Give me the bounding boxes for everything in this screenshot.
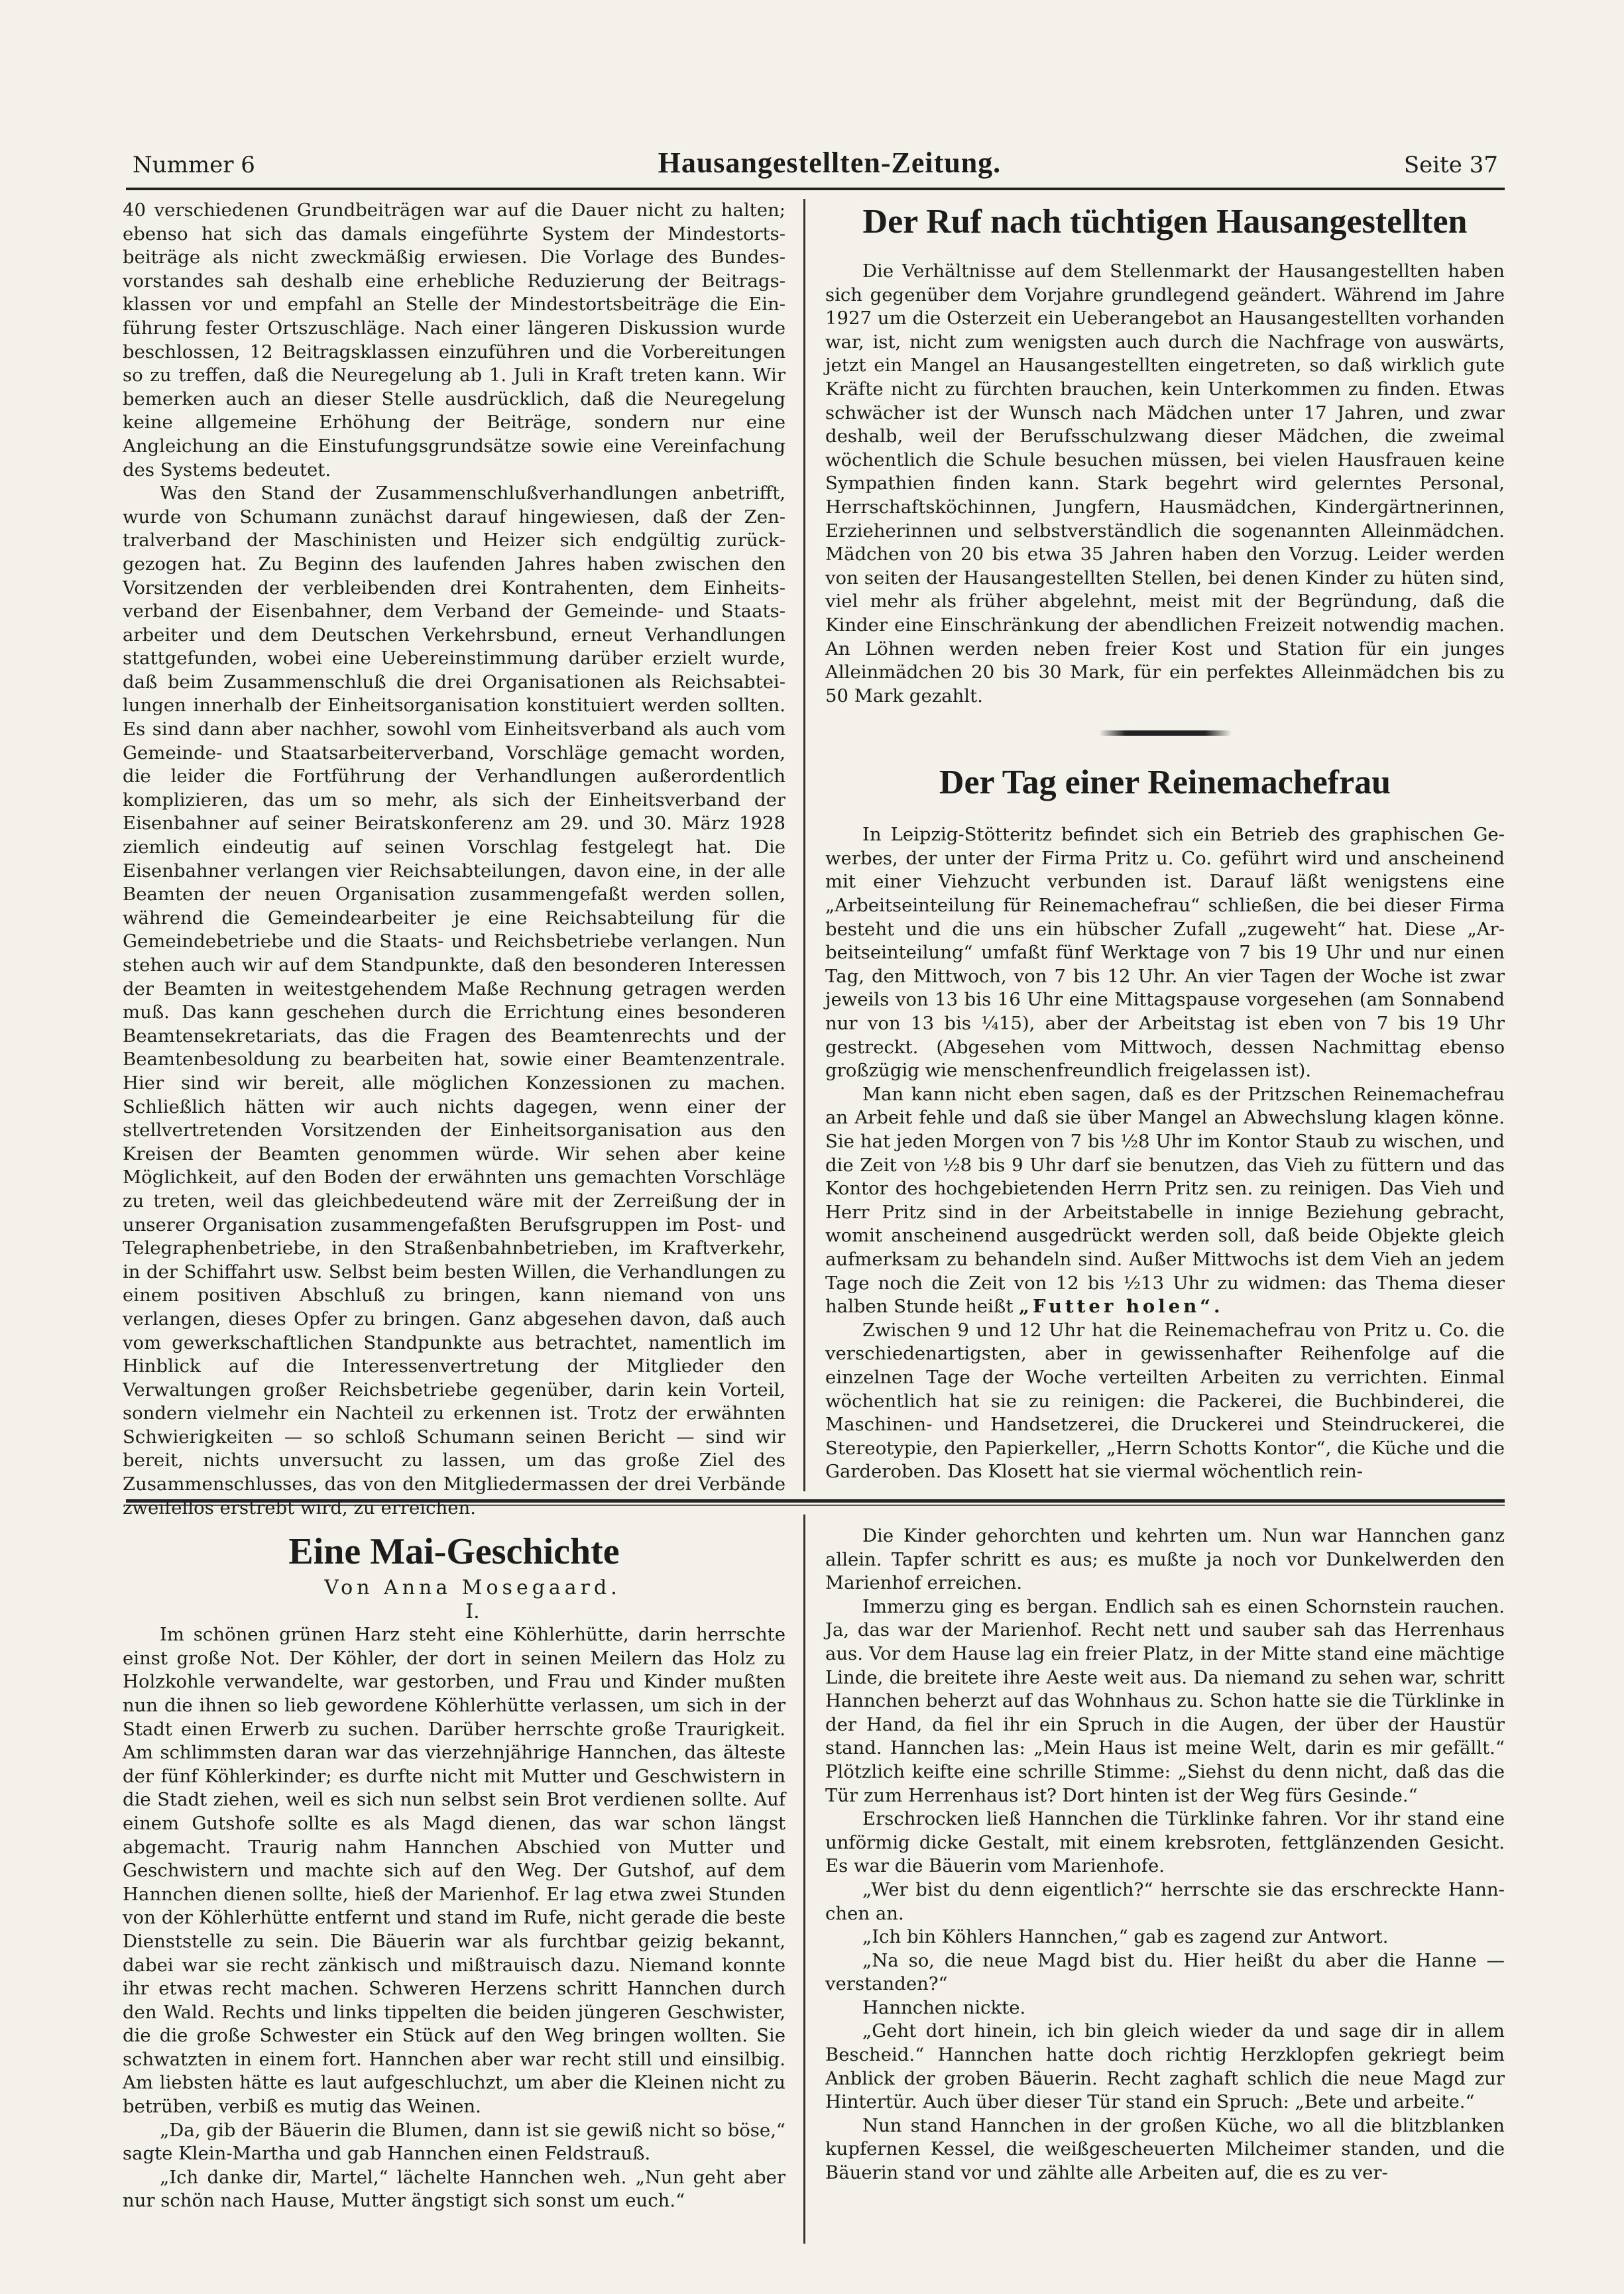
paragraph: Was den Stand der Zusammenschlußverhandlungen anbetrifft, wurde von Schumann zunächst darauf hingewiesen, daß der Zentralverband der Maschinisten und Heizer sich endgültig zurückgezogen hat. Zu Beginn des laufenden Jahres haben zwischen den Vorsitzenden der verbleibenden drei Kontrahenten, dem Einheitsverband der Eisenbahner, dem Verband der Gemeinde- und Staatsarbeiter und dem Deutschen Verkehrsbund, erneut Verhandlungen stattgefunden, wobei eine Uebereinstimmung darüber erzielt wurde, daß beim Zusammenschluß die drei Organisationen als Reichsabteilungen innerhalb der Einheitsorganisation konstituiert werden sollten. Es sind dann aber nachher, sowohl vom Einheitsverband als auch vom Gemeinde- und Staatsarbeiterverband, Vorschläge gemacht worden, die leider die Fortführung der Verhandlungen außerordentlich komplizieren, das um so mehr, als sich der Einheitsverband der Eisenbahner auf seiner Beiratskonferenz am 29. und 30. März 1928 ziemlich eindeutig auf seinen Vorschlag festgelegt hat. Die Eisenbahner verlangen vier Reichsabteilungen, davon eine, in der alle Beamten der neuen Organisation zusammengefaßt werden sollen, während die Gemeindearbeiter je eine Reichsabteilung für die Gemeindebetriebe und die Staats- und Reichsbetriebe verlangen. Nun stehen auch wir auf dem Standpunkte, daß den besonderen Interessen der Beamten in weitestgehendem Maße Rechnung getragen werden muß. Das kann geschehen durch die Errichtung eines besonderen Beamtensekretariats, das die Fragen des Beamtenrechts und der Beamtenbesoldung zu bearbeiten hat, sowie einer Beamtenzentrale. Hier sind wir bereit, alle möglichen Konzessionen zu machen. Schließlich hätten wir auch nichts dagegen, wenn einer der stellvertretenden Vorsitzenden der Einheitsorganisation aus den Kreisen der Beamten genommen würde. Wir sehen aber keine Möglichkeit, auf den Boden der erwähnten uns gemachten Vorschläge zu treten, weil das gleichbedeutend wäre mit der Zerreißung der in unserer Organisation zusammengefaßten Berufsgruppen im Post- und Telegraphenbetriebe, in den Straßenbahnbetrieben, im Kraftverkehr, in der Schiffahrt usw. Selbst beim besten Willen, die Verhandlungen zu einem positiven Abschluß zu bringen, kann niemand von uns verlangen, dieses Opfer zu bringen. Ganz abgesehen davon, daß auch vom gewerkschaftlichen Standpunkte aus betrachtet, namentlich im Hinblick auf die Interessenvertretung der Mitglieder den Verwaltungen großer Reichsbetriebe gegenüber, darin kein Vorteil, sondern vielmehr ein Nachteil zu erkennen ist. Trotz der erwähnten Schwierigkeiten — so schloß Schumann seinen Bericht — sind wir bereit, nichts unversucht zu lassen, um das große Ziel des Zusammenschlusses, das von den Mitgliedermassen der drei Verbände zweifellos erstrebt wird, zu erreichen.: [123, 483, 785, 1519]
issue-number: Nummer 6: [133, 152, 255, 178]
paragraph: In Leipzig-Stötteritz befindet sich ein Betrieb des graphischen Gewerbes, der unter der Firma Pritz u. Co. geführt wird und anscheinend mit einer Viehzucht verbunden ist. Darauf läßt wenigstens eine „Arbeitseinteilung für Reinemachefrau“ schließen, die bei dieser Firma besteht und die uns ein hübscher Zufall „zugeweht“ hat. Diese „Arbeitseinteilung“ umfaßt fünf Werktage von 7 bis 19 Uhr und nur einen Tag, den Mittwoch, von 7 bis 12 Uhr. An vier Tagen der Woche ist zwar jeweils von 13 bis 16 Uhr eine Mittagspause vorgesehen (am Sonnabend nur von 13 bis ¼15), aber der Arbeitstag ist eben von 7 bis 19 Uhr gestreckt. (Abgesehen vom Mittwoch, dessen Nachmittag ebenso großzügig wie menschenfreundlich freigelassen ist).: [825, 824, 1505, 1082]
paragraph: Hannchen nickte.: [862, 1996, 1026, 2018]
paragraph: „Na so, die neue Magd bist du. Hier heißt du aber die Hanne — verstanden?“: [825, 1949, 1505, 1995]
paragraph: „Da, gib der Bäuerin die Blumen, dann ist sie gewiß nicht so böse,“ sagte Klein-Martha und gab Hannchen einen Feldstrauß.: [123, 2119, 785, 2165]
running-head: [133, 146, 1498, 186]
paragraph: Immerzu ging es bergan. Endlich sah es einen Schornstein rauchen. Ja, das war der Marienhof. Recht nett und sauber sah das Herrenhaus aus. Vor dem Hause lag ein freier Platz, in der Mitte stand eine mächtige Linde, die breitete ihre Aeste weit aus. Da niemand zu sehen war, schritt Hannchen beherzt auf das Wohnhaus zu. Schon hatte sie die Türklinke in der Hand, da fiel ihr ein Spruch in die Augen, der über der Haustür stand. Hannchen las: „Mein Haus ist meine Welt, darin es mir gefällt.“ Plötzlich keifte eine schrille Stimme: „Siehst du denn nicht, daß das die Tür zum Herrenhaus ist? Dort hinten ist der Weg fürs Gesinde.“: [825, 1595, 1505, 1806]
story-column-right: [825, 1524, 1505, 2185]
paragraph-text: Man kann nicht eben sagen, daß es der Pritzschen Reinemachefrau an Arbeit fehle und daß sie über Mangel an Abwechslung klagen könne. Sie hat jeden Morgen von 7 bis ½8 Uhr im Kontor Staub zu wischen, und die Zeit von ½8 bis 9 Uhr darf sie benutzen, das Vieh zu füttern und das Kontor des hochgebietenden Herrn Pritz sen. zu reinigen. Das Vieh und Herr Pritz sind in der Arbeitstabelle in innige Beziehung gebracht, womit anscheinend ausgedrückt werden soll, daß beide Objekte gleich aufmerksam zu behandeln sind. Außer Mittwochs ist dem Vieh an jedem Tage noch die Zeit von 12 bis ½13 Uhr zu widmen: das Thema dieser halben Stunde heißt: [825, 1083, 1505, 1318]
column-divider-bottom: [803, 1515, 805, 2244]
paragraph: [825, 1083, 1505, 1319]
paragraph: Nun stand Hannchen in der großen Küche, wo all die blitzblanken kupfernen Kessel, die weißgescheuerten Milcheimer standen, und die Bäuerin stand vor und zählte alle Arbeiten auf, die es zu ver-: [825, 2114, 1505, 2184]
ornament-divider: [1099, 730, 1232, 736]
right-column-top: [825, 199, 1505, 1484]
byline: Von Anna Mosegaard.: [324, 1576, 621, 1599]
paragraph: Zwischen 9 und 12 Uhr hat die Reinemachefrau von Pritz u. Co. die verschiedenartigsten, aber in gewissenhafter Reihenfolge auf die einzelnen Tage der Woche verteilten Arbeiten zu verrichten. Einmal wöchentlich hat sie zu reinigen: die Packerei, die Buchbinderei, die Maschinen- und Handsetzerei, die Druckerei und Steindruckerei, die Stereotypie, den Papierkeller, „Herrn Schotts Kontor“, die Küche und die Garderoben. Das Klosett hat sie viermal wöchentlich rein-: [825, 1319, 1505, 1483]
paragraph: „Geht dort hinein, ich bin gleich wieder da und sage dir in allem Bescheid.“ Hannchen hatte doch richtig Herzklopfen gekriegt beim Anblick der groben Bäuerin. Recht zaghaft schlich die neue Magd zur Hintertür. Auch über dieser Tür stand ein Spruch: „Bete und arbeite.“: [825, 2020, 1505, 2113]
paragraph: Erschrocken ließ Hannchen die Türklinke fahren. Vor ihr stand eine unförmig dicke Gestalt, mit einem krebsroten, fettglänzenden Gesicht. Es war die Bäuerin vom Marienhofe.: [825, 1808, 1505, 1877]
header-rule: [126, 188, 1505, 190]
paragraph: „Ich danke dir, Martel,“ lächelte Hannchen weh. „Nun geht aber nur schön nach Hause, Mutter ängstigt sich sonst um euch.“: [123, 2166, 785, 2212]
column-divider-top: [803, 199, 805, 1491]
paragraph: Im schönen grünen Harz steht eine Köhlerhütte, darin herrschte einst große Not. Der Köhler, der dort in seinen Meilern das Holz zu Holzkohle verwandelte, war gestorben, und Frau und Kinder mußten nun die ihnen so lieb gewordene Köhlerhütte verlassen, um sich in der Stadt einen Erwerb zu suchen. Darüber herrschte große Traurigkeit. Am schlimmsten daran war das vierzehnjährige Hannchen, das älteste der fünf Köhlerkinder; es durfte nicht mit Mutter und Geschwistern in die Stadt ziehen, weil es sich nun selbst sein Brot verdienen sollte. Auf einem Gutshofe sollte es als Magd dienen, das war schon längst abgemacht. Traurig nahm Hannchen Abschied von Mutter und Geschwistern und machte sich auf den Weg. Der Gutshof, auf dem Hannchen dienen sollte, hieß der Marienhof. Er lag etwa zwei Stunden von der Köhlerhütte entfernt und stand im Rufe, nicht gerade die beste Dienststelle zu sein. Die Bäuerin war als furchtbar geizig bekannt, dabei war sie recht zänkisch und mißtrauisch dazu. Niemand konnte ihr etwas recht machen. Schweren Herzens schritt Hannchen durch den Wald. Rechts und links tippelten die beiden jüngeren Geschwister, die die große Schwester ein Stück auf den Weg bringen wollten. Sie schwatzten in einem fort. Hannchen aber war recht still und einsilbig. Am liebsten hätte es laut aufgeschluchzt, um aber die Kleinen nicht zu betrüben, verbiß es mutig das Weinen.: [123, 1624, 785, 2118]
paragraph: 40 verschiedenen Grundbeiträgen war auf die Dauer nicht zu halten; ebenso hat sich das damals eingeführte System der Mindestortsbeiträge als nicht zweckmäßig erwiesen. Die Vorlage des Bundesvorstandes sah deshalb eine erhebliche Reduzierung der Beitragsklassen vor und empfahl an Stelle der Mindestortsbeiträge die Einführung fester Ortszuschläge. Nach einer längeren Diskussion wurde beschlossen, 12 Beitragsklassen einzuführen und die Vorbereitungen so zu treffen, daß die Neuregelung ab 1. Juli in Kraft treten kann. Wir bemerken auch an dieser Stelle ausdrücklich, daß die Neuregelung keine allgemeine Erhöhung der Beiträge, sondern nur eine Angleichung an die Einstufungsgrundsätze sowie eine Vereinfachung des Systems bedeutet.: [123, 200, 785, 481]
paragraph: „Wer bist du denn eigentlich?“ herrschte sie das erschreckte Hannchen an.: [825, 1878, 1505, 1924]
page-number: Seite 37: [1403, 152, 1498, 178]
story-column-left: [123, 1518, 785, 2213]
paragraph: Die Verhältnisse auf dem Stellenmarkt der Hausangestellten haben sich gegenüber dem Vorjahre grundlegend geändert. Während im Jahre 1927 um die Osterzeit ein Ueberangebot an Hausangestellten vorhanden war, ist, nicht zum wenigsten auch durch die Nachfrage von auswärts, jetzt ein Mangel an Hausangestellten eingetreten, so daß wirklich gute Kräfte nicht zu fürchten brauchen, kein Unterkommen zu finden. Etwas schwächer ist der Wunsch nach Mädchen unter 17 Jahren, und zwar deshalb, weil der Berufsschulzwang dieser Mädchen, die zweimal wöchentlich die Schule besuchen müssen, bei vielen Hausfrauen keine Sympathien finden kann. Stark begehrt wird gelerntes Personal, Herrschaftsköchinnen, Jungfern, Hausmädchen, Kindergärtnerinnen, Erzieherinnen und selbstverständlich die sogenannten Alleinmädchen. Mädchen von 20 bis etwa 35 Jahren haben den Vorzug. Leider werden von seiten der Hausangestellten Stellen, bei denen Kinder zu hüten sind, viel mehr als früher abgelehnt, meist mit der Begründung, daß die Kinder eine Einschränkung der abendlichen Freizeit notwendig machen. An Löhnen werden neben freier Kost und Station für ein junges Alleinmädchen 20 bis 30 Mark, für ein perfektes Alleinmädchen bis zu 50 Mark gezahlt.: [825, 260, 1505, 707]
article-contribution-reform: [123, 199, 785, 1520]
emphasis-futter-holen: „Futter holen“.: [1019, 1296, 1224, 1318]
headline-reinemachefrau: Der Tag einer Reinemachefrau: [939, 764, 1391, 802]
paragraph: Die Kinder gehorchten und kehrten um. Nun war Hannchen ganz allein. Tapfer schritt es aus; es mußte ja noch vor Dunkelwerden den Marienhof erreichen.: [825, 1525, 1505, 1594]
headline-hausangestellten: Der Ruf nach tüchtigen Hausangestellten: [862, 203, 1468, 241]
part-number: I.: [465, 1599, 480, 1623]
headline-mai-geschichte: Eine Mai-Geschichte: [288, 1531, 620, 1572]
paragraph: „Ich bin Köhlers Hannchen,“ gab es zagend zur Antwort.: [862, 1926, 1389, 1948]
newspaper-title: Hausangestellten-Zeitung.: [658, 146, 1002, 179]
